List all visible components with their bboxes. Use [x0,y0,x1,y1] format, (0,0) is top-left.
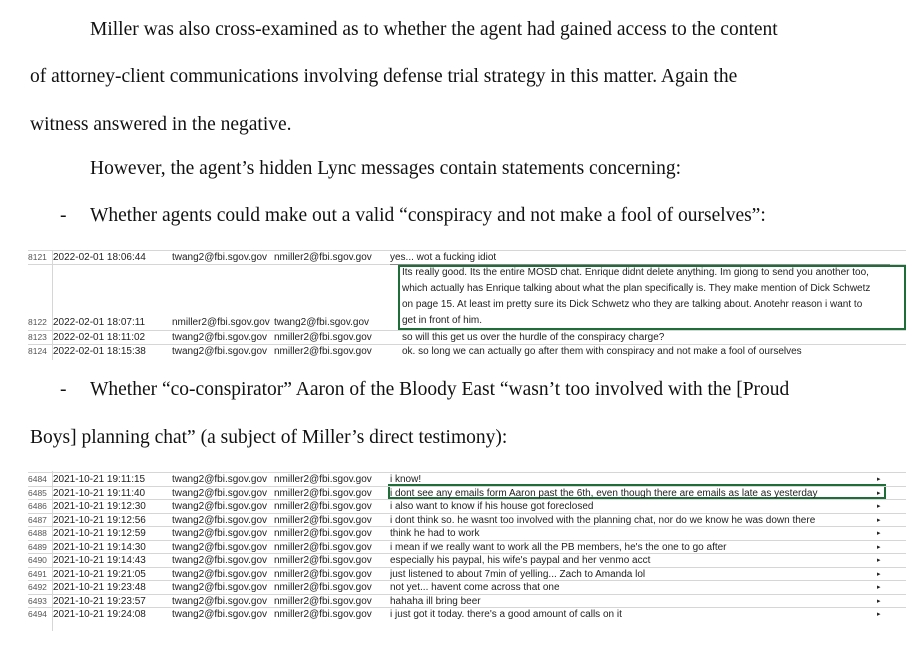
row-number: 6486 [28,501,47,511]
table-row [28,541,906,554]
row-number: 6487 [28,514,47,525]
timestamp-cell: 2021-10-21 19:12:56 [53,514,146,526]
overflow-arrow-icon: ▸ [877,570,881,578]
message-cell: just listened to about 7min of yelling... Zach to Amanda lol [390,568,646,580]
sender-cell: twang2@fbi.sgov.gov [172,568,268,580]
row-number: 6490 [28,555,47,565]
timestamp-cell: 2022-02-01 18:07:11 [53,317,146,328]
row-number: 8121 [28,252,47,262]
message-cell: not yet... havent come across that one [390,582,560,593]
recipient-cell: nmiller2@fbi.sgov.gov [274,474,372,485]
paragraph-line: Boys] planning chat” (a subject of Miller’s direct testimony): [30,427,508,448]
message-cell: i dont think so. he wasnt too involved with the planning chat, nor do we know he was down there [390,514,816,526]
recipient-cell: nmiller2@fbi.sgov.gov [274,332,372,343]
bullet-text: Whether agents could make out a valid “conspiracy and not make a fool of ourselves”: [90,205,766,226]
message-cell: i know! [390,474,422,485]
sender-cell: twang2@fbi.sgov.gov [172,332,268,343]
table-row [28,487,906,500]
overflow-arrow-icon: ▸ [877,530,881,537]
timestamp-cell: 2021-10-21 19:24:08 [53,609,146,620]
row-number: 6489 [28,541,47,552]
paragraph-line: of attorney-client communications involving defense trial strategy in this matter. Again the [30,66,738,87]
sender-cell: twang2@fbi.sgov.gov [172,346,268,357]
bullet-item [60,206,920,230]
table-row [28,568,906,581]
paragraph-line: Miller was also cross-examined as to whether the agent had gained access to the content [90,19,778,40]
timestamp-cell: 2021-10-21 19:21:05 [53,568,146,580]
recipient-cell: nmiller2@fbi.sgov.gov [274,541,372,553]
sender-cell: twang2@fbi.sgov.gov [172,595,268,607]
table-row [28,581,906,594]
timestamp-cell: 2021-10-21 19:12:59 [53,528,146,539]
sender-cell: twang2@fbi.sgov.gov [172,541,268,553]
row-number: 8122 [28,317,47,327]
row-number: 6491 [28,568,47,579]
recipient-cell: nmiller2@fbi.sgov.gov [274,568,372,580]
recipient-cell: nmiller2@fbi.sgov.gov [274,609,372,620]
row-number: 8123 [28,332,47,342]
overflow-arrow-icon: ▸ [877,611,881,618]
sender-cell: twang2@fbi.sgov.gov [172,501,268,512]
sender-cell: twang2@fbi.sgov.gov [172,252,268,263]
table-row [28,514,906,527]
recipient-cell: nmiller2@fbi.sgov.gov [274,346,372,357]
message-cell: i just got it today. there's a good amount of calls on it [390,609,622,620]
overflow-arrow-icon: ▸ [877,476,881,483]
table-row [28,500,906,513]
timestamp-cell: 2021-10-21 19:11:15 [53,474,146,485]
paragraph-line: witness answered in the negative. [30,114,292,135]
message-cell: ok. so long we can actually go after them with conspiracy and not make a fool of ourselves [402,346,802,357]
overflow-arrow-icon: ▸ [877,584,881,591]
timestamp-cell: 2021-10-21 19:14:43 [53,555,146,566]
timestamp-cell: 2022-02-01 18:06:44 [53,252,146,263]
row-number: 6485 [28,487,47,498]
overflow-arrow-icon: ▸ [877,516,881,524]
spreadsheet-excerpt-2 [28,471,906,631]
timestamp-cell: 2022-02-01 18:11:02 [53,332,146,343]
timestamp-cell: 2021-10-21 19:12:30 [53,501,146,512]
row-number: 6493 [28,595,47,606]
recipient-cell: nmiller2@fbi.sgov.gov [274,514,372,526]
message-cell-multiline: Its really good. Its the entire MOSD chat. Enrique didnt delete anything. Im giong to send you another too, which actually has Enrique talking about what the plan specifically is. They make mention of Dick Schwetz on page 15. At least im pretty sure its Dick Schwetz who they are talking about. Anotehr reason i want to get in front of him. [402,267,871,326]
table-row [28,331,906,344]
sender-cell: twang2@fbi.sgov.gov [172,582,268,593]
recipient-cell: nmiller2@fbi.sgov.gov [274,595,372,607]
table-row [28,595,906,608]
bullet-dash: - [60,205,67,226]
row-number: 6488 [28,528,47,538]
timestamp-cell: 2022-02-01 18:15:38 [53,346,146,357]
sender-cell: twang2@fbi.sgov.gov [172,474,268,485]
row-number: 6494 [28,609,47,619]
recipient-cell: nmiller2@fbi.sgov.gov [274,582,372,593]
recipient-cell: nmiller2@fbi.sgov.gov [274,528,372,539]
timestamp-cell: 2021-10-21 19:23:48 [53,582,146,593]
sender-cell: twang2@fbi.sgov.gov [172,487,268,499]
sender-cell: nmiller2@fbi.sgov.gov [172,317,270,328]
recipient-cell: nmiller2@fbi.sgov.gov [274,501,372,512]
table-row [28,473,906,486]
message-cell: think he had to work [390,528,480,539]
message-cell: i also want to know if his house got foreclosed [390,501,594,512]
recipient-cell: nmiller2@fbi.sgov.gov [274,252,372,263]
sender-cell: twang2@fbi.sgov.gov [172,609,268,620]
table-row [28,251,906,264]
table-row [28,527,906,540]
recipient-cell: twang2@fbi.sgov.gov [274,317,370,328]
overflow-arrow-icon: ▸ [877,503,881,510]
message-cell: hahaha ill bring beer [390,595,481,607]
row-number: 6484 [28,474,47,484]
timestamp-cell: 2021-10-21 19:23:57 [53,595,146,607]
overflow-arrow-icon: ▸ [877,557,881,564]
sender-cell: twang2@fbi.sgov.gov [172,555,268,566]
message-cell: yes... wot a fucking idiot [390,251,890,265]
message-cell: especially his paypal, his wife's paypal and her venmo acct [390,555,651,566]
table-row [28,554,906,567]
table-row [28,345,906,358]
bullet-text: Whether “co-conspirator” Aaron of the Bloody East “wasn’t too involved with the [Proud [90,379,790,400]
timestamp-cell: 2021-10-21 19:11:40 [53,487,146,499]
sender-cell: twang2@fbi.sgov.gov [172,514,268,526]
overflow-arrow-icon: ▸ [877,597,881,605]
overflow-arrow-icon: ▸ [877,543,881,551]
bullet-dash: - [60,379,67,400]
message-cell: i mean if we really want to work all the PB members, he's the one to go after [390,541,727,553]
row-number: 8124 [28,346,47,356]
timestamp-cell: 2021-10-21 19:14:30 [53,541,146,553]
recipient-cell: nmiller2@fbi.sgov.gov [274,487,372,499]
message-cell: so will this get us over the hurdle of the conspiracy charge? [402,332,665,343]
row-number: 6492 [28,582,47,592]
spreadsheet-excerpt-1 [28,250,906,360]
table-row [28,608,906,621]
bullet-item [60,380,920,404]
recipient-cell: nmiller2@fbi.sgov.gov [274,555,372,566]
message-cell: i dont see any emails form Aaron past the 6th, even though there are emails as late as yesterday [390,487,818,499]
overflow-arrow-icon: ▸ [877,489,881,497]
paragraph-line: However, the agent’s hidden Lync messages contain statements concerning: [90,158,682,179]
sender-cell: twang2@fbi.sgov.gov [172,528,268,539]
table-row [28,316,906,329]
